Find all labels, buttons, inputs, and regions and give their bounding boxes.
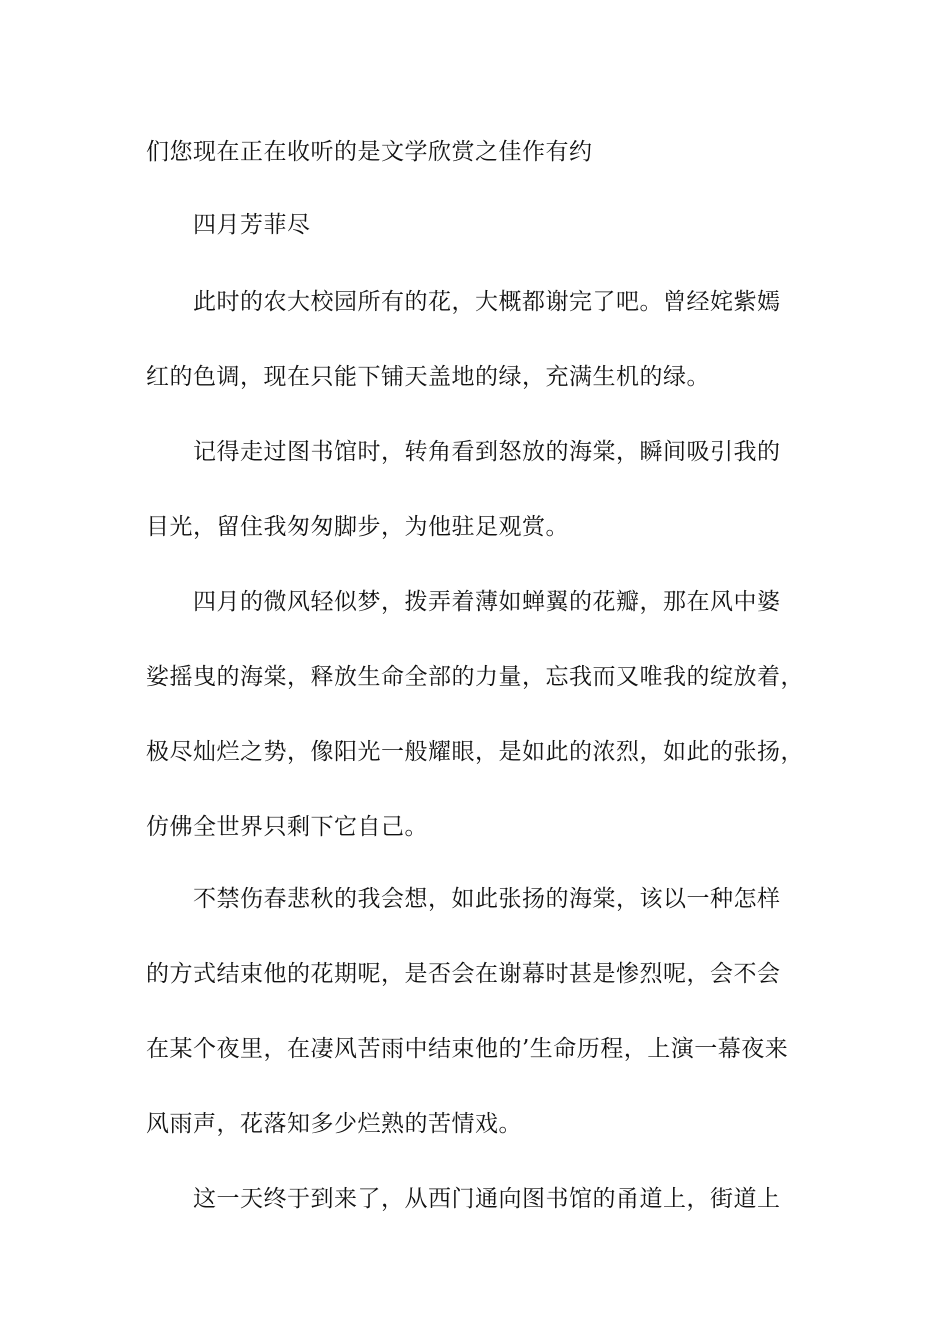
paragraph-5-line-1: 这一天终于到来了，从西门通向图书馆的甬道上，街道上 — [193, 1186, 781, 1212]
paragraph-2-line-2: 目光，留住我匆匆脚步，为他驻足观赏。 — [146, 514, 569, 540]
paragraph-1-line-2: 红的色调，现在只能下铺天盖地的绿，充满生机的绿。 — [146, 364, 710, 390]
paragraph-4-line-3: 在某个夜里，在凄风苦雨中结束他的’生命历程，上演一幕夜来 — [146, 1036, 789, 1062]
paragraph-3-line-1: 四月的微风轻似梦，拨弄着薄如蝉翼的花瓣，那在风中婆 — [193, 589, 781, 615]
paragraph-4-line-2: 的方式结束他的花期呢，是否会在谢幕时甚是惨烈呢，会不会 — [146, 961, 781, 987]
paragraph-1-line-1: 此时的农大校园所有的花，大概都谢完了吧。曾经姹紫嫣 — [193, 289, 781, 315]
section-heading: 四月芳菲尽 — [193, 212, 311, 238]
text-line-1: 们您现在正在收听的是文学欣赏之佳作有约 — [146, 139, 593, 165]
paragraph-3-line-2: 娑摇曳的海棠，释放生命全部的力量，忘我而又唯我的绽放着， — [146, 664, 804, 690]
paragraph-3-line-3: 极尽灿烂之势，像阳光一般耀眼，是如此的浓烈，如此的张扬， — [146, 739, 804, 765]
paragraph-3-line-4: 仿佛全世界只剩下它自己。 — [146, 814, 428, 840]
paragraph-2-line-1: 记得走过图书馆时，转角看到怒放的海棠，瞬间吸引我的 — [193, 439, 781, 465]
paragraph-4-line-4: 风雨声，花落知多少烂熟的苦情戏。 — [146, 1111, 522, 1137]
paragraph-4-line-1: 不禁伤春悲秋的我会想，如此张扬的海棠，该以一种怎样 — [193, 886, 781, 912]
